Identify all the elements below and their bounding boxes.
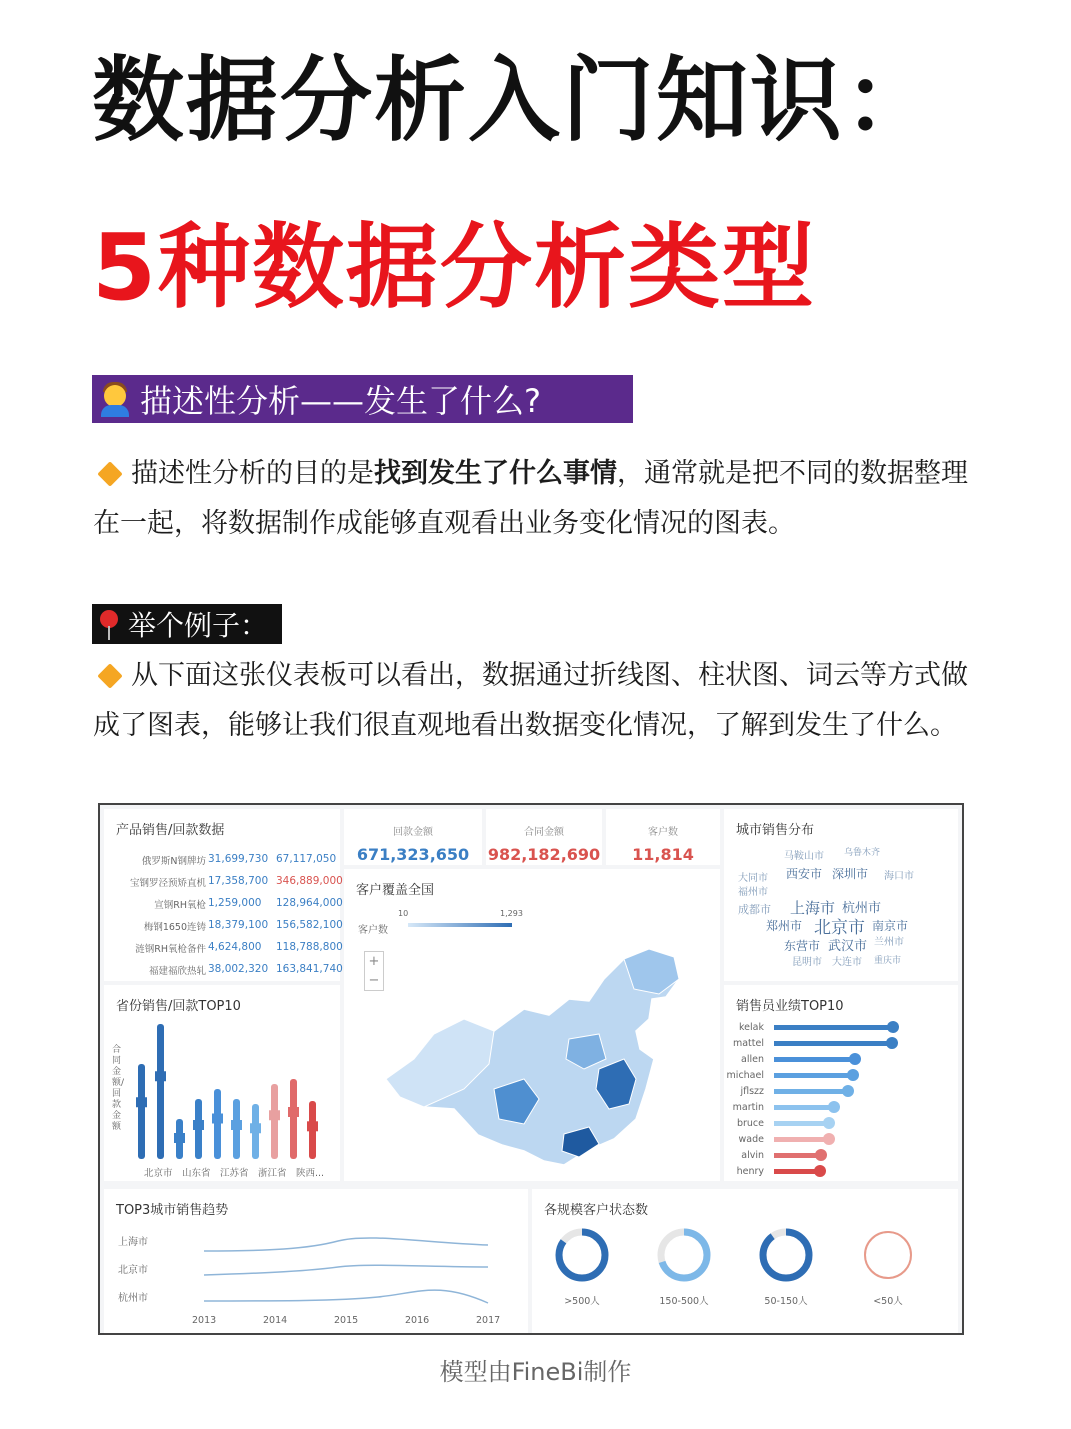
section-heading-text: 描述性分析——发生了什么? <box>140 382 541 420</box>
contract-value: 118,788,800 <box>276 941 343 953</box>
province-bar-marker <box>136 1097 147 1107</box>
wordcloud-word: 大连市 <box>832 957 862 968</box>
trend-lines <box>198 1229 498 1309</box>
table-row <box>104 959 343 981</box>
map-legend-max: 1,293 <box>500 909 523 918</box>
salesperson-name: jflszz <box>740 1086 764 1097</box>
product-name: 梅钢1650连铸 <box>143 922 206 933</box>
salesperson-bar <box>774 1025 892 1030</box>
descriptive-paragraph: 描述性分析的目的是找到发生了什么事情，通常就是把不同的数据整理在一起，将数据制作成能够直观看出业务变化情况的图表。 <box>93 458 968 539</box>
repayment-value: 18,379,100 <box>208 919 269 931</box>
salesperson-bar <box>774 1137 828 1142</box>
panel-title: 各规模客户状态数 <box>544 1203 649 1218</box>
wordcloud-word: 海口市 <box>884 871 914 882</box>
trend-series-label: 杭州市 <box>118 1293 148 1304</box>
trend-year-label: 2013 <box>192 1315 217 1326</box>
wordcloud-word: 杭州市 <box>842 901 882 916</box>
panel-title: 销售员业绩TOP10 <box>736 999 844 1014</box>
panel-title: TOP3城市销售趋势 <box>116 1203 229 1218</box>
province-bar-marker <box>250 1123 261 1133</box>
product-name: 涟钢RH氧枪备件 <box>135 944 206 955</box>
wordcloud-word: 大同市 <box>738 873 768 884</box>
example-heading <box>92 604 282 644</box>
wordcloud-word: 兰州市 <box>874 937 904 948</box>
salesperson-bar-dot <box>842 1085 854 1097</box>
map-legend-gradient <box>408 923 512 927</box>
province-tick-label: 浙江省 <box>258 1168 287 1179</box>
salesperson-name: allen <box>741 1054 764 1065</box>
wordcloud-word: 上海市 <box>790 899 836 917</box>
salesperson-bar-dot <box>823 1133 835 1145</box>
salesperson-name: alvin <box>741 1150 764 1161</box>
repayment-value: 31,699,730 <box>208 853 269 865</box>
top3-city-trend-panel <box>104 1189 528 1333</box>
province-y-axis-label: 合同金额/回款金额 <box>112 1045 125 1132</box>
kpi-customers: 客户数 11,814 <box>606 809 720 865</box>
trend-year-label: 2016 <box>405 1315 430 1326</box>
salesperson-bar-dot <box>815 1149 827 1161</box>
wordcloud-word: 成都市 <box>738 903 771 916</box>
table-row <box>104 915 343 937</box>
customer-map-panel <box>344 869 720 1181</box>
product-sales-panel <box>104 809 343 981</box>
customer-status-donut <box>654 1225 714 1285</box>
wordcloud-word: 乌鲁木齐 <box>844 848 881 858</box>
contract-value: 156,582,100 <box>276 919 343 931</box>
table-row <box>104 937 343 959</box>
caption: 模型由FineBi制作 <box>439 1358 632 1386</box>
province-bar-chart <box>128 1019 338 1169</box>
trend-line-beijing <box>204 1265 488 1275</box>
wordcloud-word: 郑州市 <box>766 919 803 933</box>
province-bar-marker <box>288 1107 299 1117</box>
repayment-value: 4,624,800 <box>208 941 262 953</box>
province-bar <box>271 1084 278 1159</box>
donut-label: <50人 <box>873 1296 903 1307</box>
province-bar <box>138 1064 145 1159</box>
province-tick-label: 北京市 <box>144 1168 173 1179</box>
province-bar <box>214 1089 221 1159</box>
kpi-repayment: 回款金额 671,323,650 <box>344 809 482 865</box>
section-heading-descriptive <box>92 375 633 423</box>
donut-label: >500人 <box>564 1296 600 1307</box>
wordcloud-word: 马鞍山市 <box>784 851 824 862</box>
orange-diamond-icon <box>97 663 122 688</box>
contract-value: 67,117,050 <box>276 853 337 865</box>
customer-status-donut <box>756 1225 816 1285</box>
wordcloud-word: 昆明市 <box>792 957 822 968</box>
dashboard-screenshot <box>98 803 964 1335</box>
customer-status-donut <box>552 1225 612 1285</box>
province-bar-marker <box>212 1114 223 1124</box>
province-sales-panel <box>104 985 340 1181</box>
trend-line-hangzhou <box>204 1290 488 1303</box>
wordcloud-word: 重庆市 <box>874 956 902 966</box>
trend-series-label: 上海市 <box>118 1237 148 1248</box>
product-name: 福建福欣热轧 <box>148 966 206 977</box>
example-paragraph: 从下面这张仪表板可以看出，数据通过折线图、柱状图、词云等方式做成了图表，能够让我们很直观地看出数据变化情况，了解到发生了什么。 <box>93 660 968 741</box>
wordcloud-word: 深圳市 <box>832 867 869 881</box>
orange-diamond-icon <box>97 461 122 486</box>
zoom-out-button[interactable]: − <box>368 973 380 988</box>
province-bar-marker <box>193 1120 204 1130</box>
contract-value: 163,841,740 <box>276 963 343 975</box>
salesperson-bar-dot <box>823 1117 835 1129</box>
table-row <box>104 871 343 893</box>
main-title: 数据分析入门知识： <box>92 47 939 154</box>
panel-title: 产品销售/回款数据 <box>116 823 225 838</box>
zoom-in-button[interactable]: + <box>368 954 380 969</box>
province-bar-marker <box>269 1110 280 1120</box>
panel-title: 城市销售分布 <box>736 823 815 838</box>
customer-status-donut <box>858 1225 918 1285</box>
province-bar <box>290 1079 297 1159</box>
salesperson-bar <box>774 1089 847 1094</box>
salesperson-name: henry <box>736 1166 764 1177</box>
kpi-contract: 合同金额 982,182,690 <box>486 809 602 865</box>
customer-status-panel <box>532 1189 958 1333</box>
salesperson-name: mattel <box>732 1038 764 1049</box>
person-raising-hand-icon <box>98 381 132 417</box>
salesperson-bar <box>774 1169 819 1174</box>
salesperson-bar-dot <box>887 1021 899 1033</box>
wordcloud-word: 武汉市 <box>828 939 868 954</box>
table-row <box>104 893 343 915</box>
repayment-value: 38,002,320 <box>208 963 269 975</box>
salesperson-name: martin <box>732 1102 764 1113</box>
province-tick-label: 陕西... <box>296 1168 325 1179</box>
province-tick-label: 山东省 <box>182 1168 211 1179</box>
trend-year-label: 2017 <box>476 1315 501 1326</box>
trend-year-label: 2014 <box>263 1315 288 1326</box>
product-name: 俄罗斯N钢牌坊 <box>141 856 206 867</box>
china-map <box>374 939 714 1179</box>
salesperson-bar <box>774 1057 854 1062</box>
salesperson-bar <box>774 1153 820 1158</box>
salesperson-bar-dot <box>828 1101 840 1113</box>
donut-label: 150-500人 <box>659 1296 709 1307</box>
salesperson-name: wade <box>738 1134 764 1145</box>
trend-line-shanghai <box>204 1238 488 1251</box>
city-sales-wordcloud-panel <box>724 809 958 981</box>
sub-title: 5种数据分析类型 <box>92 214 817 321</box>
example-heading-text: 举个例子： <box>128 609 269 642</box>
contract-value: 346,889,000 <box>276 875 343 887</box>
table-row <box>104 849 336 871</box>
panel-title: 客户覆盖全国 <box>356 883 435 898</box>
province-bar-marker <box>307 1121 318 1131</box>
salesperson-bar-dot <box>849 1053 861 1065</box>
map-legend-label: 客户数 <box>358 925 388 936</box>
salesperson-top10-panel <box>724 985 958 1181</box>
province-bar <box>157 1024 164 1159</box>
salesperson-bar-dot <box>814 1165 826 1177</box>
wordcloud-word: 西安市 <box>786 867 823 881</box>
salesperson-bar-dot <box>886 1037 898 1049</box>
donut-label: 50-150人 <box>764 1296 808 1307</box>
panel-title: 省份销售/回款TOP10 <box>116 999 241 1014</box>
product-name: 宣钢RH氧枪 <box>154 900 206 911</box>
province-bar-marker <box>174 1133 185 1143</box>
trend-series-label: 北京市 <box>118 1265 148 1276</box>
repayment-value: 17,358,700 <box>208 875 269 887</box>
product-name: 宝钢罗泾预矫直机 <box>129 878 206 889</box>
wordcloud-word: 北京市 <box>814 918 865 938</box>
salesperson-bar <box>774 1121 828 1126</box>
province-bar-marker <box>231 1120 242 1130</box>
salesperson-bar <box>774 1073 852 1078</box>
salesperson-name: bruce <box>736 1118 764 1129</box>
contract-value: 128,964,000 <box>276 897 343 909</box>
salesperson-bar <box>774 1041 891 1046</box>
wordcloud-word: 福州市 <box>738 887 768 898</box>
salesperson-bar-dot <box>847 1069 859 1081</box>
province-bar-marker <box>155 1071 166 1081</box>
trend-year-label: 2015 <box>334 1315 359 1326</box>
salesperson-name: kelak <box>739 1022 764 1033</box>
salesperson-bar <box>774 1105 833 1110</box>
wordcloud-word: 东营市 <box>784 939 821 953</box>
province-tick-label: 江苏省 <box>220 1168 249 1179</box>
pushpin-icon <box>96 608 122 640</box>
wordcloud-word: 南京市 <box>872 919 909 933</box>
repayment-value: 1,259,000 <box>208 897 262 909</box>
salesperson-name: michael <box>726 1070 764 1081</box>
map-legend-min: 10 <box>398 909 409 918</box>
